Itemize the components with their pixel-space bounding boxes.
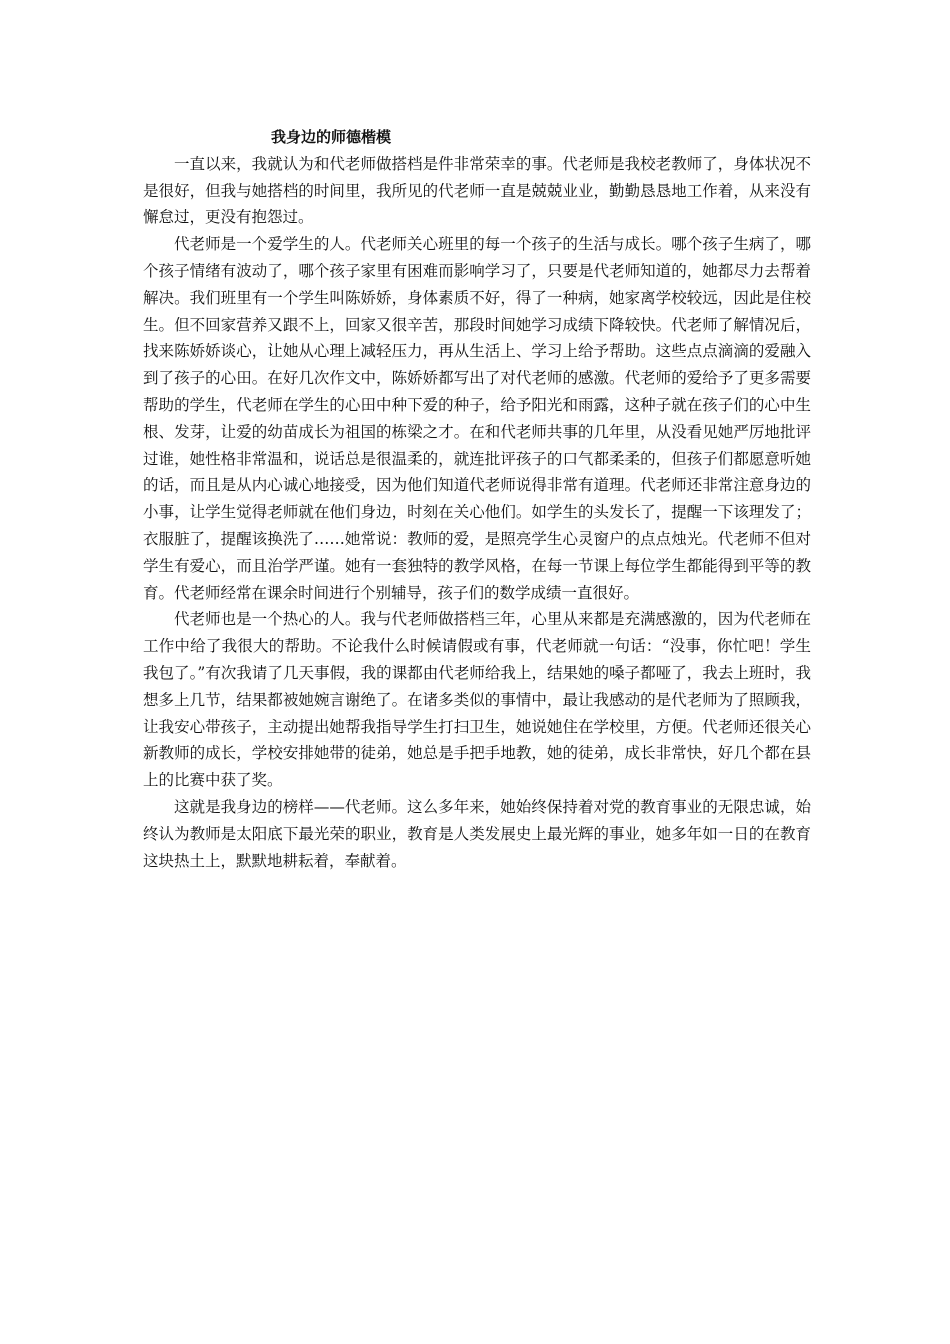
document-body [143, 124, 811, 874]
paragraph-love-students: 代老师是一个爱学生的人。代老师关心班里的每一个孩子的生活与成长。哪个孩子生病了，哪个孩子情绪有波动了，哪个孩子家里有困难而影响学习了，只要是代老师知道的，她都尽力去帮着解决。我们班里有一个学生叫陈娇娇，身体素质不好，得了一种病，她家离学校较远，因此是住校生。但不回家营养又跟不上，回家又很辛苦，那段时间她学习成绩下降较快。代老师了解情况后，找来陈娇娇谈心，让她从心理上减轻压力，再从生活上、学习上给予帮助。这些点点滴滴的爱融入到了孩子的心田。在好几次作文中，陈娇娇都写出了对代老师的感激。代老师的爱给予了更多需要帮助的学生，代老师在学生的心田中种下爱的种子，给予阳光和雨露，这种子就在孩子们的心中生根、发芽，让爱的幼苗成长为祖国的栋梁之才。在和代老师共事的几年里，从没看见她严厉地批评过谁，她性格非常温和，说话总是很温柔的，就连批评孩子的口气都柔柔的，但孩子们都愿意听她的话，而且是从内心诚心地接受，因为他们知道代老师说得非常有道理。代老师还非常注意身边的小事，让学生觉得老师就在他们身边，时刻在关心他们。如学生的头发长了，提醒一下该理发了；衣服脏了，提醒该换洗了……她常说：教师的爱，是照亮学生心灵窗户的点点烛光。代老师不但对学生有爱心，而且治学严谨。她有一套独特的教学风格，在每一节课上每位学生都能得到平等的教育。代老师经常在课余时间进行个别辅导，孩子们的数学成绩一直很好。 [143, 235, 811, 602]
document-title: 我身边的师德楷模 [271, 128, 392, 146]
paragraph-conclusion: 这就是我身边的榜样——代老师。这么多年来，她始终保持着对党的教育事业的无限忠诚，始终认为教师是太阳底下最光荣的职业，教育是人类发展史上最光辉的事业，她多年如一日的在教育这块热土上，默默地耕耘着，奉献着。 [143, 797, 811, 870]
paragraph-helpful: 代老师也是一个热心的人。我与代老师做搭档三年，心里从来都是充满感激的，因为代老师在工作中给了我很大的帮助。不论我什么时候请假或有事，代老师就一句话：“没事，你忙吧！学生我包了。”有次我请了几天事假，我的课都由代老师给我上，结果她的嗓子都哑了，我去上班时，我想多上几节，结果都被她婉言谢绝了。在诸多类似的事情中，最让我感动的是代老师为了照顾我，让我安心带孩子，主动提出她帮我指导学生打扫卫生，她说她住在学校里，方便。代老师还很关心新教师的成长，学校安排她带的徒弟，她总是手把手地教，她的徒弟，成长非常快，好几个都在县上的比赛中获了奖。 [143, 610, 811, 790]
paragraph-intro: 一直以来，我就认为和代老师做搭档是件非常荣幸的事。代老师是我校老教师了，身体状况不是很好，但我与她搭档的时间里，我所见的代老师一直是兢兢业业，勤勤恳恳地工作着，从来没有懈怠过，更没有抱怨过。 [143, 154, 811, 227]
